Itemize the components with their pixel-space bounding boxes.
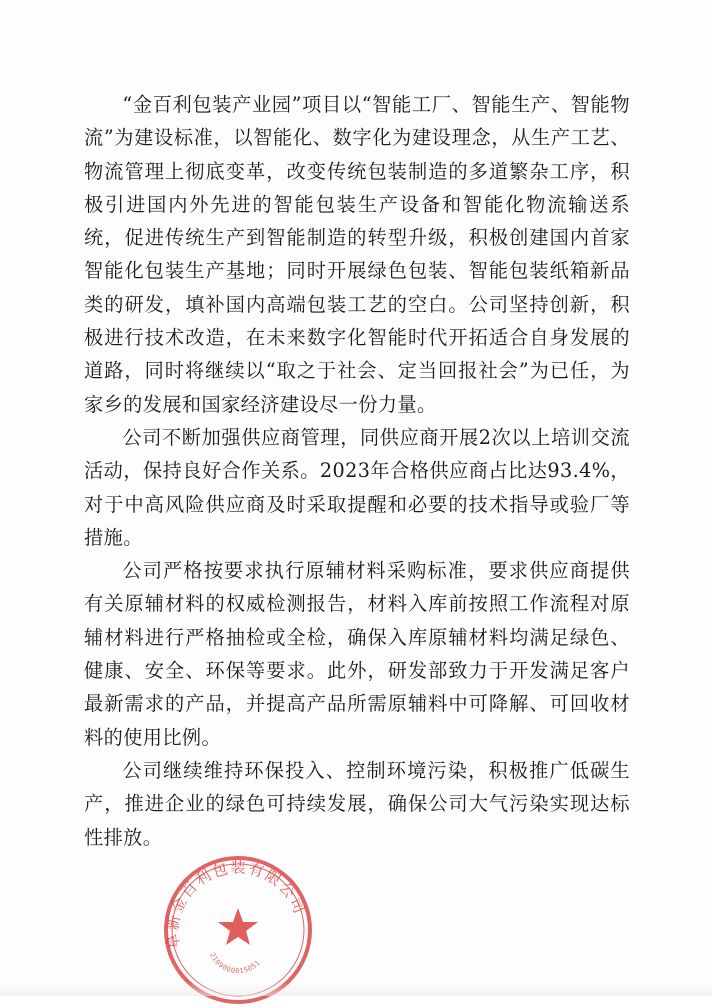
paragraph-4: 公司继续维持环保投入、控制环境污染，积极推广低碳生产，推进企业的绿色可持续发展，确保公司大气污染实现达标性排放。 xyxy=(84,758,630,849)
paragraph-1: “金百利包装产业园”项目以“智能工厂、智能生产、智能物流”为建设标准，以智能化、数字化为建设理念，从生产工艺、物流管理上彻底变革，改变传统包装制造的多道繁杂工序，积极引进国内外先进的智能包装生产设备和智能化物流输送系统，促进传统生产到智能制造的转型升级，积极创建国内首家智能化包装生产基地；同时开展绿色包装、智能包装纸箱新品类的研发，填补国内高端包装工艺的空白。公司坚持创新，积极进行技术改造，在未来数字化智能时代开拓适合自身发展的道路，同时将继续以“取之于社会、定当回报社会”为已任，为家乡的发展和国家经济建设尽一份力量。 xyxy=(84,93,630,416)
seal-star-icon xyxy=(218,908,258,945)
seal-name-text: 阜新金百利包装有限公司 xyxy=(163,858,310,950)
scan-edge xyxy=(0,982,712,996)
svg-text:2109000015051 xyxy=(208,951,262,975)
body-text xyxy=(84,88,630,854)
paragraph-2: 公司不断加强供应商管理，同供应商开展2次以上培训交流活动，保持良好合作关系。2023年合格供应商占比达93.4%，对于中高风险供应商及时采取提醒和必要的技术指导或验厂等措施。 xyxy=(84,425,630,549)
seal-serial-text: 2109000015051 xyxy=(208,951,262,976)
paragraph-3: 公司严格按要求执行原辅材料采购标准，要求供应商提供有关原辅材料的权威检测报告，材料入库前按照工作流程对原辅材料进行严格抽检或全检，确保入库原辅材料均满足绿色、健康、安全、环保等要求。此外，研发部致力于开发满足客户最新需求的产品，并提高产品所需原辅料中可降解、可回收材料的使用比例。 xyxy=(84,559,630,749)
